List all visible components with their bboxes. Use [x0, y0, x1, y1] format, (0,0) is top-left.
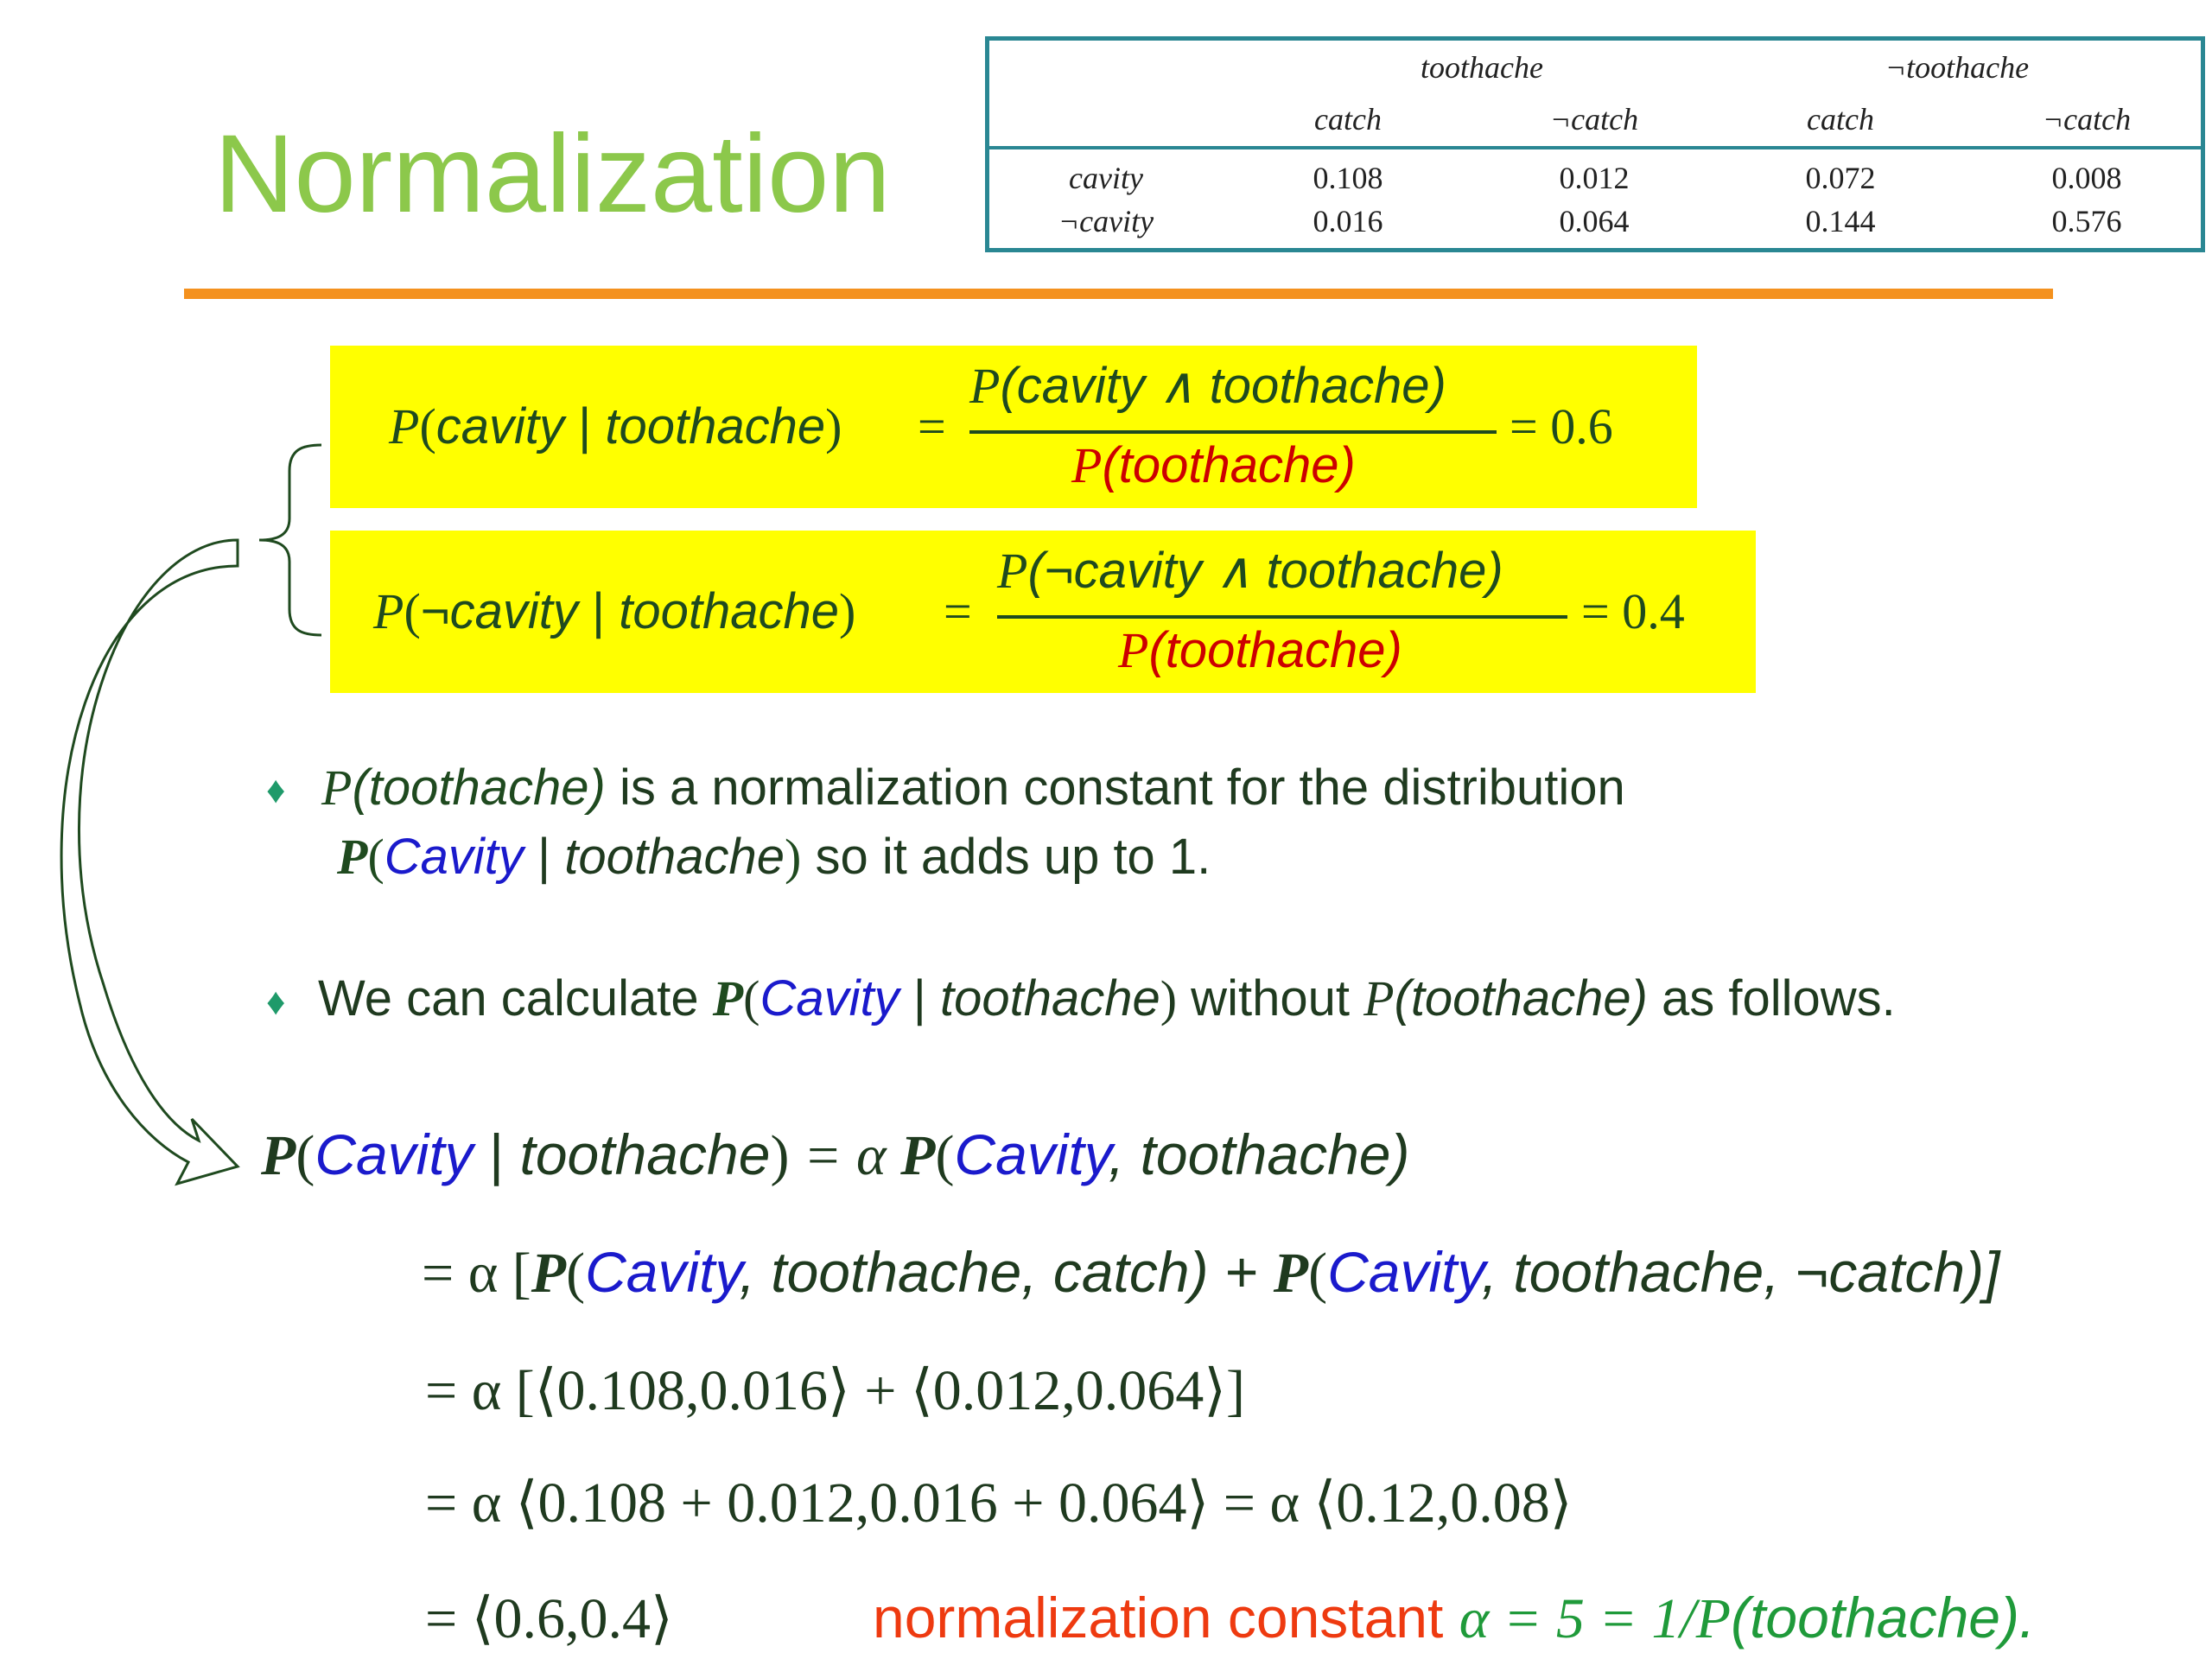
table-header-not-toothache: ¬toothache: [1885, 50, 2030, 85]
box1-lhs: P(cavity | toothache): [389, 398, 842, 454]
bullet1-line2: P(Cavity | toothache) so it adds up to 1.: [337, 829, 1211, 885]
box2-denominator: P(toothache): [1118, 622, 1402, 678]
table-cell: 0.008: [2051, 161, 2122, 195]
box1-fraction-bar: [969, 430, 1497, 434]
box1-result: = 0.6: [1510, 398, 1613, 454]
table-cell: 0.064: [1559, 204, 1630, 238]
table-row-label: ¬cavity: [1058, 204, 1154, 238]
table-cell: 0.012: [1559, 161, 1630, 195]
equation-box-not-cavity: [330, 531, 1756, 693]
box2-lhs: P(¬cavity | toothache): [373, 583, 856, 639]
table-cell: 0.576: [2051, 204, 2122, 238]
box2-numerator: P(¬cavity ∧ toothache): [997, 543, 1503, 599]
table-subheader: ¬catch: [1549, 102, 1639, 137]
bullet-diamond-icon: ♦: [266, 981, 286, 1023]
table-header-toothache: toothache: [1421, 50, 1543, 85]
table-cell: 0.108: [1313, 161, 1383, 195]
table-row-label: cavity: [1069, 161, 1143, 195]
box1-denominator: P(toothache): [1071, 437, 1356, 493]
equation-box-cavity: [330, 346, 1697, 508]
derivation-line-2: = α [P(Cavity, toothache, catch) + P(Cavity, toothache, ¬catch)]: [422, 1240, 2000, 1305]
table-cell: 0.016: [1313, 204, 1383, 238]
derivation-line-4: = α ⟨0.108 + 0.012,0.016 + 0.064⟩ = α ⟨0.12,0.08⟩: [425, 1471, 1573, 1535]
box2-result: = 0.4: [1581, 583, 1685, 639]
normalization-constant-note: normalization constant α = 5 = 1/P(toothache).: [873, 1586, 2036, 1650]
bullet-diamond-icon: ♦: [266, 769, 286, 811]
bullet2-text: We can calculate P(Cavity | toothache) without P(toothache) as follows.: [318, 970, 1896, 1027]
bullet1-line1: P(toothache) is a normalization constant for the distribution: [321, 760, 1625, 816]
table-cell: 0.144: [1805, 204, 1876, 238]
curved-arrow-icon: [61, 540, 238, 1184]
box1-numerator: P(cavity ∧ toothache): [969, 358, 1446, 414]
left-brace-icon: [259, 445, 321, 635]
table-subheader: ¬catch: [2042, 102, 2132, 137]
box1-equals: =: [918, 398, 946, 454]
box2-fraction-bar: [997, 615, 1567, 619]
table-subheader: catch: [1314, 102, 1382, 137]
derivation-line-5: = ⟨0.6,0.4⟩: [425, 1587, 673, 1650]
box2-equals: =: [944, 583, 972, 639]
table-subheader: catch: [1807, 102, 1874, 137]
slide-title: Normalization: [214, 112, 891, 236]
table-cell: 0.072: [1805, 161, 1876, 195]
derivation-line-1: P(Cavity | toothache) = α P(Cavity, toothache): [261, 1122, 1410, 1187]
derivation-line-3: = α [⟨0.108,0.016⟩ + ⟨0.012,0.064⟩]: [425, 1359, 1245, 1422]
